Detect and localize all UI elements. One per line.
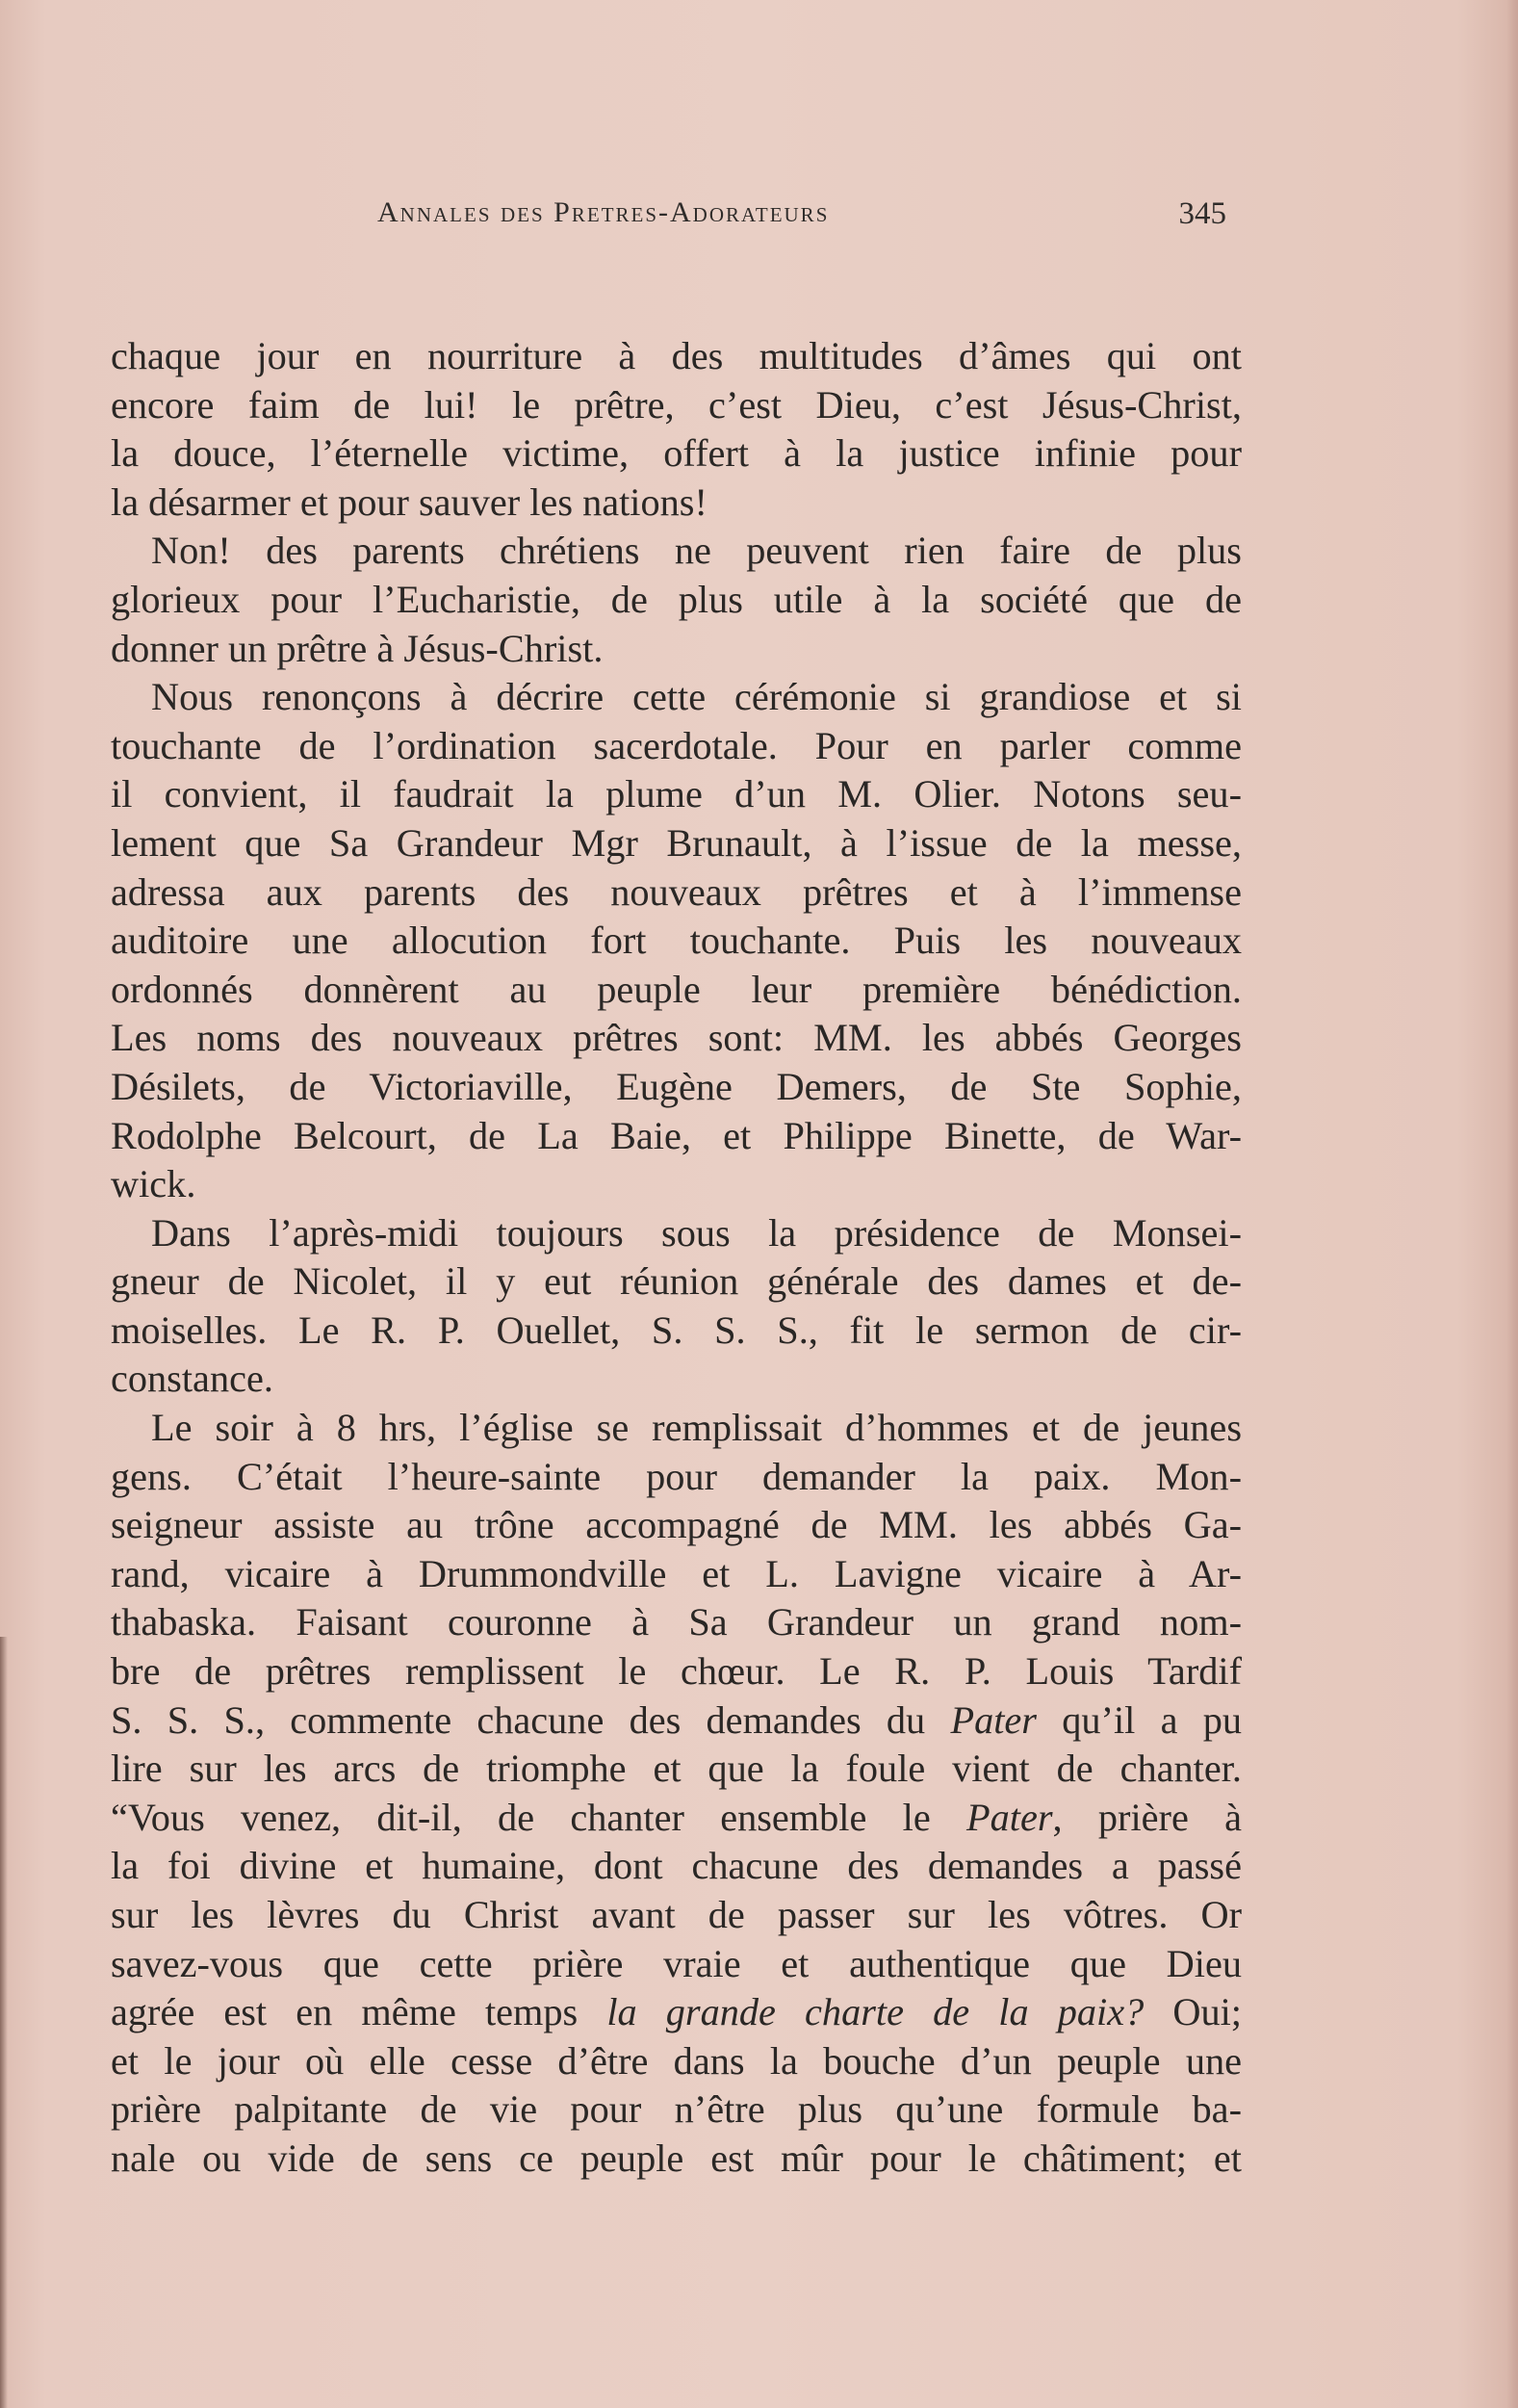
running-title: Annales des Pretres-Adorateurs (377, 196, 830, 228)
text-line: prière palpitante de vie pour n’être plus qu’une formule ba- (111, 2087, 1242, 2132)
text-line: il convient, il faudrait la plume d’un M. Olier. Notons seu- (111, 772, 1242, 816)
text-line: la désarmer et pour sauver les nations! (111, 479, 708, 524)
text-line: Le soir à 8 hrs, l’église se remplissait d’hommes et de jeunes (151, 1406, 1242, 1450)
text-line: thabaska. Faisant couronne à Sa Grandeur un grand nom- (111, 1600, 1242, 1644)
text-line: Non! des parents chrétiens ne peuvent rien faire de plus (151, 529, 1242, 573)
text-line: lement que Sa Grandeur Mgr Brunault, à l’issue de la messe, (111, 820, 1242, 865)
page-left-edge-shadow (0, 1637, 8, 2408)
text-line: sur les lèvres du Christ avant de passer sur les vôtres. Or (111, 1893, 1242, 1936)
text-line: Désilets, de Victoriaville, Eugène Demers, de Ste Sophie, (111, 1064, 1242, 1108)
text-line: constance. (111, 1357, 273, 1401)
text-line: Rodolphe Belcourt, de La Baie, et Philippe Binette, de War- (111, 1113, 1242, 1157)
text-line: “Vous venez, dit-il, de chanter ensemble le Pater, prière à (111, 1795, 1243, 1839)
text-line: bre de prêtres remplissent le chœur. Le R. P. Louis Tardif (111, 1649, 1242, 1694)
text-line: seigneur assiste au trône accompagné de MM. les abbés Ga- (111, 1503, 1242, 1547)
text-line: rand, vicaire à Drummondville et L. Lavigne vicaire à Ar- (111, 1551, 1242, 1595)
text-line: gneur de Nicolet, il y eut réunion générale des dames et de- (111, 1259, 1242, 1304)
text-line: S. S. S., commente chacune des demandes du Pater qu’il a pu (111, 1697, 1243, 1742)
body-text (111, 332, 1242, 2184)
text-line: gens. C’était l’heure-sainte pour demander la paix. Mon- (111, 1454, 1242, 1498)
text-line: savez-vous que cette prière vraie et authentique que Dieu (111, 1941, 1242, 1985)
text-line: agrée est en même temps la grande charte de la paix? Oui; (111, 1990, 1243, 2034)
text-line: donner un prêtre à Jésus-Christ. (111, 626, 604, 670)
text-line: nale ou vide de sens ce peuple est mûr pour le châtiment; et (111, 2136, 1242, 2180)
text-line: glorieux pour l’Eucharistie, de plus utile à la société que de (111, 577, 1242, 621)
text-line: la douce, l’éternelle victime, offert à la justice infinie pour (111, 431, 1242, 476)
text-line: moiselles. Le R. P. Ouellet, S. S. S., fit le sermon de cir- (111, 1308, 1242, 1352)
text-line: encore faim de lui! le prêtre, c’est Dieu, c’est Jésus-Christ, (111, 382, 1242, 427)
text-line: la foi divine et humaine, dont chacune des demandes a passé (111, 1844, 1242, 1888)
text-line: ordonnés donnèrent au peuple leur première bénédiction. (111, 967, 1242, 1011)
text-line: Les noms des nouveaux prêtres sont: MM. les abbés Georges (111, 1016, 1242, 1060)
text-line: adressa aux parents des nouveaux prêtres et à l’immense (111, 869, 1242, 914)
text-line: wick. (111, 1162, 196, 1206)
running-header (377, 196, 1226, 239)
page-right-edge-shadow (1506, 0, 1518, 2408)
text-line: lire sur les arcs de triomphe et que la foule vient de chanter. (111, 1747, 1242, 1791)
text-line: chaque jour en nourriture à des multitudes d’âmes qui ont (111, 334, 1242, 377)
text-line: touchante de l’ordination sacerdotale. Pour en parler comme (111, 723, 1242, 767)
text-line: auditoire une allocution fort touchante. Puis les nouveaux (111, 919, 1242, 963)
text-line: Dans l’après-midi toujours sous la présidence de Monsei- (151, 1210, 1242, 1255)
page-number: 345 (1178, 196, 1226, 231)
text-line: et le jour où elle cesse d’être dans la bouche d’un peuple une (111, 2038, 1242, 2083)
text-line: Nous renonçons à décrire cette cérémonie si grandiose et si (151, 675, 1242, 719)
